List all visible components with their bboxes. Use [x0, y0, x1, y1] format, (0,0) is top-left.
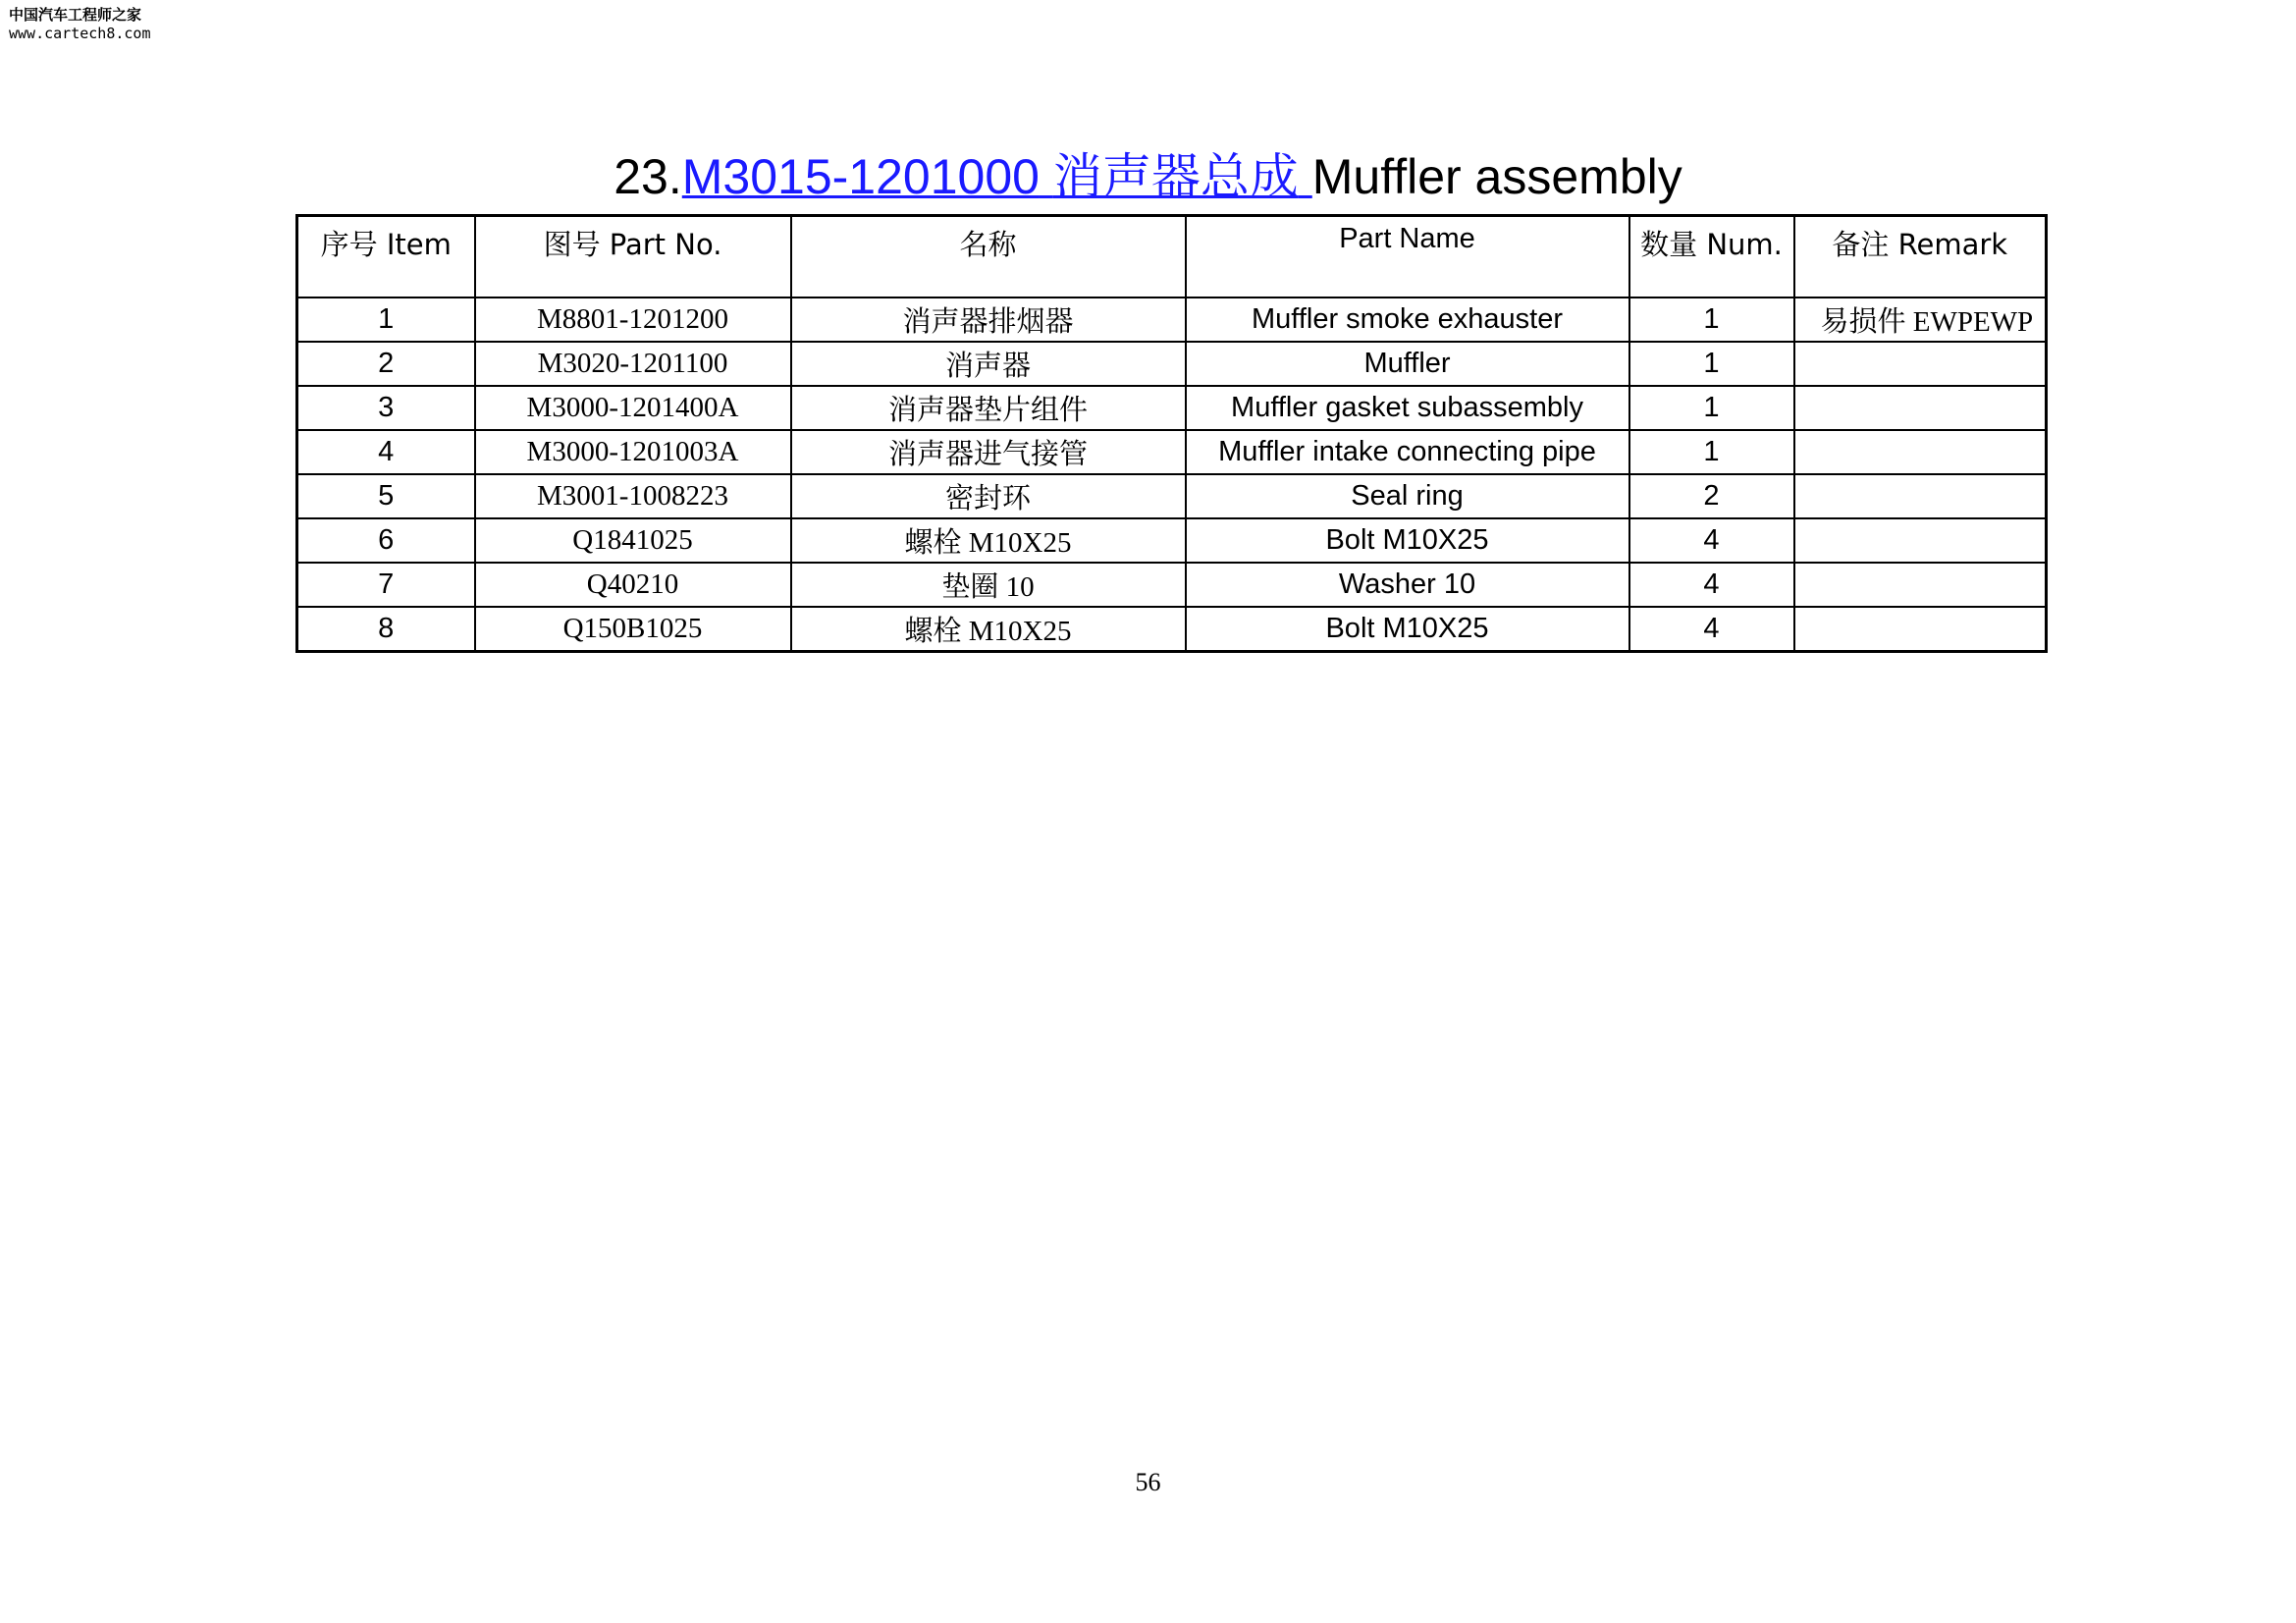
- cell-name-cn: 消声器垫片组件: [791, 386, 1186, 430]
- header-item: 序号 Item: [297, 216, 475, 298]
- cell-remark: [1794, 386, 2047, 430]
- cell-remark: [1794, 563, 2047, 607]
- title-part-code: M3015-1201000: [681, 149, 1040, 204]
- page-number: 56: [1135, 1468, 1161, 1496]
- cell-name-cn: 螺栓 M10X25: [791, 518, 1186, 563]
- table-row: [297, 386, 2047, 430]
- watermark-site-name: 中国汽车工程师之家: [9, 6, 142, 24]
- cell-item: 2: [297, 342, 475, 386]
- cell-item: 1: [297, 298, 475, 342]
- cell-remark: [1794, 607, 2047, 652]
- cell-num: 1: [1629, 386, 1794, 430]
- cell-part-name: Muffler intake connecting pipe: [1186, 430, 1629, 474]
- cell-remark: [1794, 430, 2047, 474]
- cell-num: 1: [1629, 298, 1794, 342]
- table-row: [297, 518, 2047, 563]
- cell-remark: [1794, 342, 2047, 386]
- parts-table-body: [297, 298, 2047, 652]
- cell-num: 4: [1629, 607, 1794, 652]
- cell-part-no: M3001-1008223: [475, 474, 791, 518]
- header-name-cn: 名称: [791, 216, 1186, 298]
- cell-num: 1: [1629, 342, 1794, 386]
- cell-part-no: M3000-1201003A: [475, 430, 791, 474]
- header-remark: 备注 Remark: [1794, 216, 2047, 298]
- cell-item: 5: [297, 474, 475, 518]
- cell-part-no: M8801-1201200: [475, 298, 791, 342]
- table-row: [297, 298, 2047, 342]
- cell-part-name: Bolt M10X25: [1186, 607, 1629, 652]
- watermark-url: www.cartech8.com: [9, 24, 151, 42]
- cell-item: 3: [297, 386, 475, 430]
- cell-num: 4: [1629, 563, 1794, 607]
- cell-part-no: Q40210: [475, 563, 791, 607]
- cell-part-name: Muffler smoke exhauster: [1186, 298, 1629, 342]
- cell-remark: 易损件 EWPEWP: [1794, 298, 2047, 342]
- cell-part-no: M3020-1201100: [475, 342, 791, 386]
- cell-part-name: Muffler gasket subassembly: [1186, 386, 1629, 430]
- cell-name-cn: 消声器: [791, 342, 1186, 386]
- cell-part-name: Washer 10: [1186, 563, 1629, 607]
- parts-table: [295, 214, 2048, 653]
- cell-num: 4: [1629, 518, 1794, 563]
- table-header-row: [297, 216, 2047, 298]
- cell-remark: [1794, 474, 2047, 518]
- cell-item: 8: [297, 607, 475, 652]
- title-number: 23.: [614, 149, 682, 204]
- title-name-cn: 消声器总成: [1052, 148, 1299, 205]
- cell-part-no: Q150B1025: [475, 607, 791, 652]
- cell-name-cn: 消声器排烟器: [791, 298, 1186, 342]
- cell-num: 1: [1629, 430, 1794, 474]
- header-part-no: 图号 Part No.: [475, 216, 791, 298]
- cell-part-no: Q1841025: [475, 518, 791, 563]
- cell-name-cn: 密封环: [791, 474, 1186, 518]
- title-part-code-link[interactable]: [682, 149, 1312, 204]
- cell-name-cn: 螺栓 M10X25: [791, 607, 1186, 652]
- cell-part-name: Seal ring: [1186, 474, 1629, 518]
- cell-remark: [1794, 518, 2047, 563]
- cell-num: 2: [1629, 474, 1794, 518]
- cell-part-name: Muffler: [1186, 342, 1629, 386]
- table-row: [297, 563, 2047, 607]
- table-row: [297, 342, 2047, 386]
- page-title: [0, 137, 2296, 208]
- table-row: [297, 474, 2047, 518]
- site-watermark: [9, 6, 151, 43]
- cell-name-cn: 消声器进气接管: [791, 430, 1186, 474]
- cell-part-no: M3000-1201400A: [475, 386, 791, 430]
- cell-item: 7: [297, 563, 475, 607]
- cell-item: 4: [297, 430, 475, 474]
- title-name-en: Muffler assembly: [1311, 149, 1682, 204]
- header-num: 数量 Num.: [1629, 216, 1794, 298]
- table-row: [297, 430, 2047, 474]
- cell-part-name: Bolt M10X25: [1186, 518, 1629, 563]
- cell-item: 6: [297, 518, 475, 563]
- table-row: [297, 607, 2047, 652]
- header-part-name: Part Name: [1186, 216, 1629, 298]
- cell-name-cn: 垫圈 10: [791, 563, 1186, 607]
